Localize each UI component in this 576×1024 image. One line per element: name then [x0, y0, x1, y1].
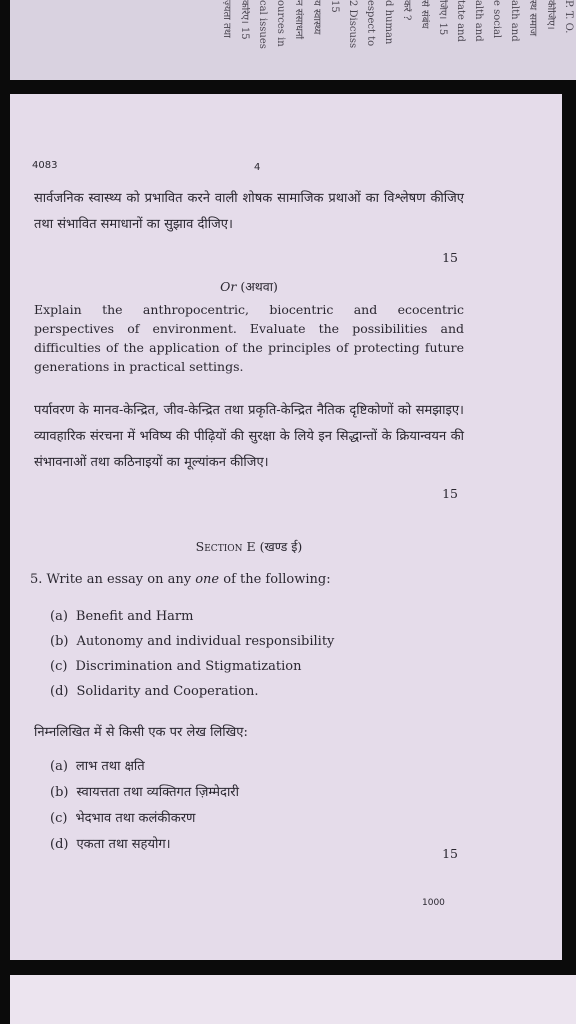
- option-label: (a): [50, 759, 68, 774]
- option-english: [50, 629, 480, 654]
- previous-page-line: cal issues: [257, 0, 268, 49]
- marks-5: 15: [442, 846, 458, 861]
- previous-page-line: स्थ समाज: [527, 0, 538, 37]
- option-hindi: [50, 832, 480, 858]
- option-english: [50, 679, 480, 704]
- previous-page-line: करें ?: [401, 0, 412, 21]
- previous-page-strip: [10, 0, 576, 80]
- question-5-hindi-prompt: [34, 720, 464, 746]
- previous-page-line: tate and: [455, 0, 466, 42]
- previous-page-line: न संसाधनों: [293, 0, 304, 40]
- previous-page-line: से संबंध: [419, 0, 430, 29]
- previous-page-text: [220, 0, 574, 80]
- section-label: Section E: [195, 539, 256, 554]
- section-heading: [34, 538, 464, 555]
- previous-page-line: P. T. O.: [563, 0, 574, 34]
- previous-page-line: य स्वास्थ्य: [311, 0, 322, 35]
- option-hindi: [50, 780, 480, 806]
- previous-page-line: e social: [491, 0, 502, 39]
- option-label: (b): [50, 785, 69, 800]
- exam-page: [10, 94, 562, 960]
- option-text: Autonomy and individual responsibility: [76, 634, 335, 649]
- options-english: [50, 604, 480, 704]
- marks-2: 15: [442, 486, 458, 501]
- previous-page-line: alth and: [509, 0, 520, 42]
- option-text: भेदभाव तथा कलंकीकरण: [75, 811, 196, 826]
- question-english-2: [34, 300, 464, 376]
- or-hindi: (अथवा): [240, 279, 278, 294]
- option-text: स्वायत्तता तथा व्यक्तिगत ज़िम्मेदारी: [76, 785, 239, 800]
- footer-code: 1000: [422, 898, 445, 908]
- option-english: [50, 604, 480, 629]
- previous-page-line: ज़्यता तथा: [221, 0, 232, 38]
- previous-page-line: espect to: [365, 0, 376, 47]
- previous-page-line: d human: [383, 0, 394, 45]
- option-label: (b): [50, 634, 69, 649]
- option-english: [50, 654, 480, 679]
- marks-1: 15: [442, 250, 458, 265]
- previous-page-line: ources in: [275, 0, 286, 47]
- question-5-hindi-prompt-text: निम्नलिखित में से किसी एक पर लेख लिखिए:: [34, 725, 248, 740]
- section-hindi: (खण्ड ई): [259, 539, 303, 554]
- previous-page-line: जिए। 15: [437, 0, 448, 36]
- page-number: 4: [254, 162, 261, 173]
- previous-page-line: कीजिए।: [545, 0, 556, 30]
- option-text: एकता तथा सहयोग।: [76, 837, 171, 852]
- question-5-prompt: [30, 572, 470, 587]
- or-label: [34, 278, 464, 295]
- option-hindi: [50, 754, 480, 780]
- option-text: Solidarity and Cooperation.: [76, 684, 259, 699]
- question-hindi-2: [34, 398, 464, 476]
- question-5-suffix: of the following:: [219, 572, 331, 587]
- option-label: (c): [50, 811, 68, 826]
- question-5-prefix: Write an essay on any: [46, 572, 196, 587]
- option-label: (c): [50, 659, 68, 674]
- option-hindi: [50, 806, 480, 832]
- previous-page-line: करिए। 15: [239, 0, 250, 40]
- question-hindi-2-text: पर्यावरण के मानव-केन्द्रित, जीव-केन्द्रित तथा प्रकृति-केन्द्रित नैतिक दृष्टिकोणों को समझाइए। व्यावहारिक संरचना में भविष्य की पीढ़ियों की सुरक्षा के लिये इन सिद्धान्तों के क्रियान्वयन की संभावनाओं तथा कठिनाइयों का मूल्यांकन कीजिए।: [34, 403, 464, 470]
- options-hindi: [50, 754, 480, 858]
- previous-page-line: 2 Discuss: [347, 0, 358, 49]
- option-label: (a): [50, 609, 68, 624]
- option-text: Discrimination and Stigmatization: [75, 659, 302, 674]
- option-text: Benefit and Harm: [75, 609, 194, 624]
- question-english-2-text: Explain the anthropocentric, biocentric and ecocentric perspectives of environment. Evaluate the possibilities and difficulties of the application of the principles of protecting future generations in practical settings.: [34, 302, 464, 374]
- next-page-strip: [10, 975, 576, 1024]
- question-hindi-1: [34, 186, 464, 238]
- option-text: लाभ तथा क्षति: [75, 759, 145, 774]
- question-5-em: one: [195, 572, 220, 587]
- previous-page-line: 15: [329, 0, 340, 13]
- option-label: (d): [50, 837, 69, 852]
- question-5-number: 5.: [30, 572, 43, 587]
- or-english: Or: [220, 279, 237, 294]
- paper-code: 4083: [32, 160, 58, 171]
- question-hindi-1-text: सार्वजनिक स्वास्थ्य को प्रभावित करने वाली शोषक सामाजिक प्रथाओं का विश्लेषण कीजिए तथा संभावित समाधानों का सुझाव दीजिए।: [34, 191, 464, 232]
- previous-page-line: alth and: [473, 0, 484, 42]
- option-label: (d): [50, 684, 69, 699]
